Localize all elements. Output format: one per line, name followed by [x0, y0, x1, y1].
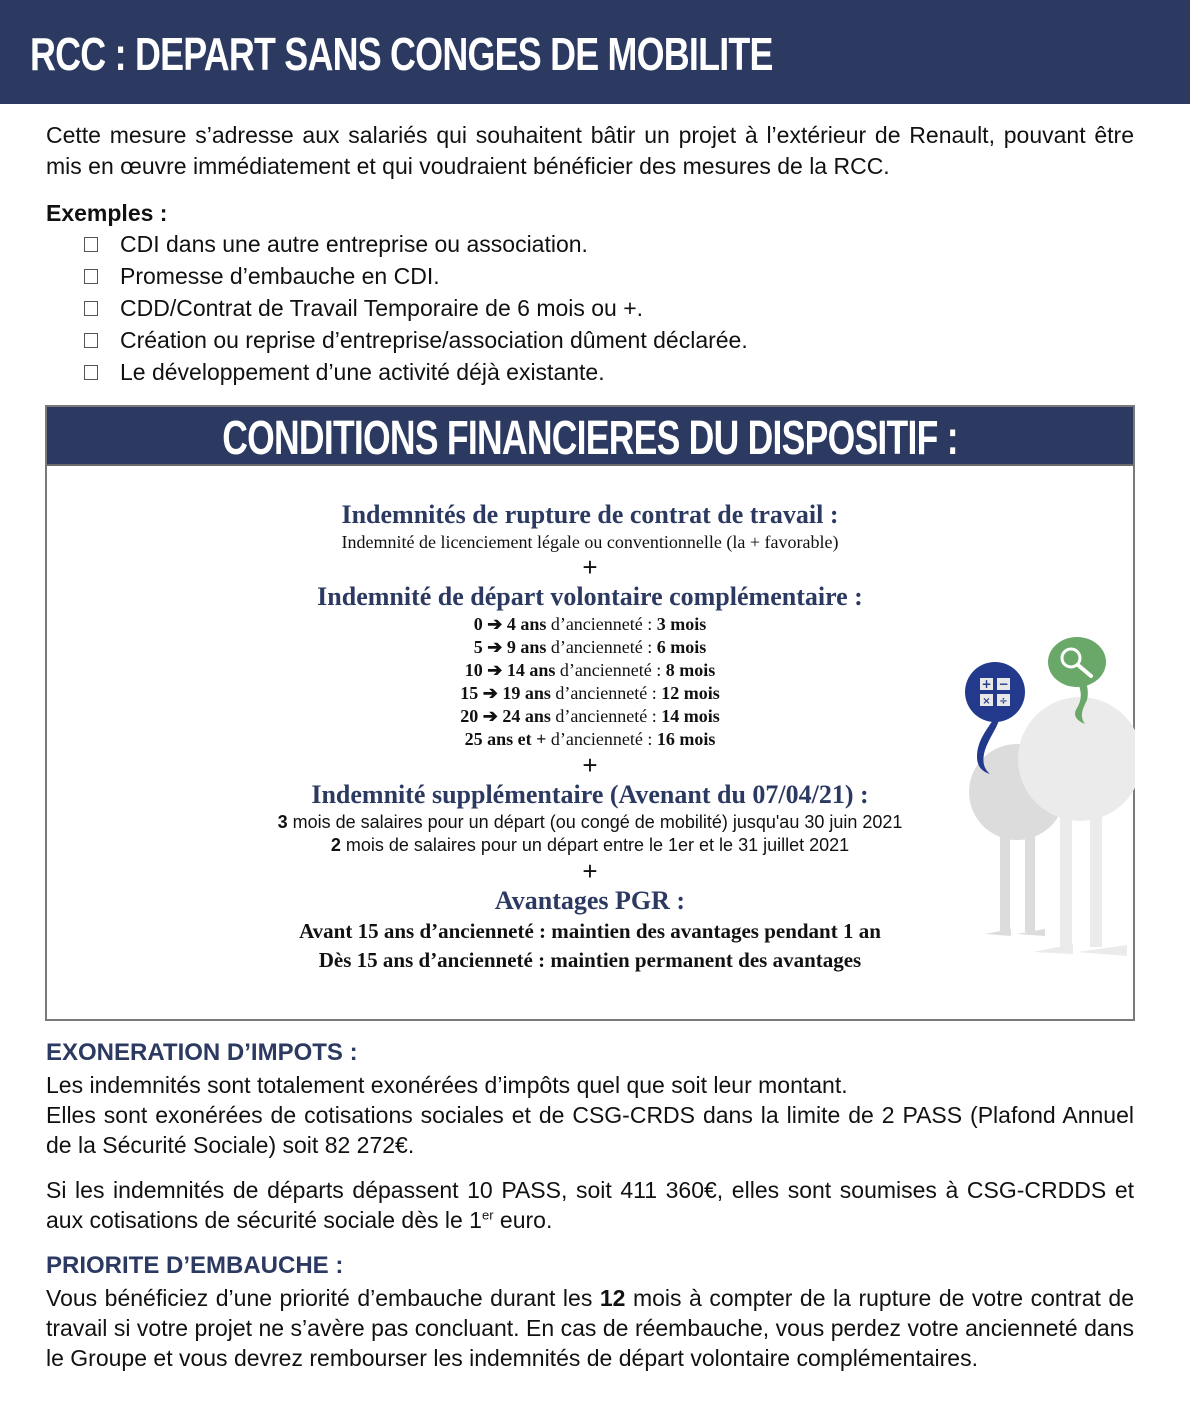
- tier-to: 14 ans: [506, 660, 556, 680]
- months-count: 3: [277, 812, 288, 832]
- list-item: [82, 261, 748, 293]
- tier-suffix: d’ancienneté :: [555, 683, 657, 703]
- exoneration-p1: Les indemnités sont totalement exonérées d’impôts quel que soit leur montant.: [46, 1072, 848, 1098]
- tier-months: 16 mois: [656, 729, 716, 749]
- exoneration-p3-end: euro.: [493, 1207, 553, 1233]
- priorite-paragraph: [46, 1283, 1134, 1373]
- tier-months: 6 mois: [656, 637, 707, 657]
- tier-months: 3 mois: [656, 614, 707, 634]
- plus-sign: +: [582, 856, 598, 886]
- plus-sign: +: [582, 750, 598, 780]
- pgr-line: Avant 15 ans d’ancienneté : maintien des avantages pendant 1 an: [299, 919, 881, 943]
- pgr-line: Dès 15 ans d’ancienneté : maintien permanent des avantages: [318, 948, 862, 972]
- checkbox-bullet-icon: [84, 333, 98, 348]
- priorite-text: Vous bénéficiez d’une priorité d’embauche durant les: [46, 1285, 600, 1311]
- tier-suffix: d’ancienneté :: [550, 637, 653, 657]
- rupture-title: Indemnités de rupture de contrat de travail :: [341, 500, 839, 529]
- tier-from: 5: [473, 637, 483, 657]
- list-item-text: CDD/Contrat de Travail Temporaire de 6 mois ou +.: [120, 294, 644, 321]
- page-title: RCC : DEPART SANS CONGES DE MOBILITE: [30, 28, 773, 80]
- magnifier-icon: [1048, 637, 1106, 687]
- tier-to: 9 ans: [506, 637, 547, 657]
- exoneration-p2: Elles sont exonérées de cotisations sociales et de CSG-CRDS dans la limite de 2 PASS (Plafond Annuel de la Sécurité Sociale) soit 82 272€.: [46, 1102, 1134, 1158]
- calculator-icon: [965, 662, 1025, 722]
- tier-from: 20: [460, 706, 479, 726]
- tier-suffix: d’ancienneté :: [550, 614, 653, 634]
- arrow-right-icon: ➔: [487, 660, 503, 680]
- tier-months: 14 mois: [661, 706, 720, 726]
- list-item-text: CDI dans une autre entreprise ou association.: [120, 231, 588, 258]
- tier-to: 4 ans: [506, 614, 547, 634]
- priorite-title: PRIORITE D’EMBAUCHE :: [46, 1252, 344, 1279]
- arrow-right-icon: ➔: [487, 614, 503, 634]
- list-item: [82, 293, 748, 325]
- tier-suffix: d’ancienneté :: [550, 729, 653, 749]
- list-item-text: Création ou reprise d’entreprise/association dûment déclarée.: [120, 326, 748, 353]
- ordinal-sup: er: [481, 1207, 494, 1223]
- arrow-right-icon: ➔: [482, 706, 498, 726]
- examples-label: Exemples :: [46, 200, 168, 226]
- supplementaire-text: mois de salaires pour un départ entre le 1er et le 31 juillet 2021: [340, 835, 850, 855]
- tier-months: 8 mois: [665, 660, 716, 680]
- exoneration-title: EXONERATION D’IMPOTS :: [46, 1039, 358, 1066]
- list-item: [82, 229, 748, 261]
- plus-sign: +: [582, 552, 598, 582]
- exoneration-p3-text: Si les indemnités de départs dépassent 10 PASS, soit 411 360€, elles sont soumises à CSG-CRDDS et aux cotisations de sécurité sociale dès le 1: [46, 1177, 1134, 1233]
- priorite-text-end: mois à compter de la rupture de votre contrat de travail si votre projet ne s’avère pas concluant. En cas de réembauche, vous perdez votre ancienneté dans le Groupe et vous devrez rembourser les indemnités de départ volontaire complémentaires.: [46, 1285, 1134, 1371]
- pgr-title: Avantages PGR :: [494, 886, 686, 915]
- figure-foot: [1033, 944, 1073, 954]
- arrow-right-icon: ➔: [487, 637, 503, 657]
- checkbox-bullet-icon: [84, 269, 98, 284]
- arrow-right-icon: ➔: [482, 683, 498, 703]
- financial-conditions-title: CONDITIONS FINANCIERES DU DISPOSITIF :: [222, 412, 958, 465]
- checkbox-bullet-icon: [84, 301, 98, 316]
- tier-months: 12 mois: [661, 683, 720, 703]
- tier-suffix: d’ancienneté :: [555, 706, 657, 726]
- examples-list: [82, 229, 748, 388]
- checkbox-bullet-icon: [84, 365, 98, 380]
- tier-from: 10: [464, 660, 483, 680]
- months-count: 12: [599, 1285, 626, 1311]
- list-item: [82, 324, 748, 356]
- figure-leg: [1090, 807, 1102, 947]
- plus-glyph: +: [981, 677, 992, 691]
- tier-to: 24 ans: [502, 706, 551, 726]
- list-item-text: Promesse d’embauche en CDI.: [120, 263, 440, 290]
- financial-conditions-header: [47, 407, 1133, 466]
- tier-from: 25 ans et +: [464, 729, 547, 749]
- top-banner: [0, 0, 1190, 104]
- figure-leg: [1060, 807, 1072, 947]
- tier-from: 0: [473, 614, 483, 634]
- volontaire-title: Indemnité de départ volontaire complémentaire :: [317, 582, 863, 611]
- financial-conditions-box: [45, 405, 1135, 1021]
- months-count: 2: [330, 835, 341, 855]
- minus-glyph: −: [998, 677, 1009, 691]
- list-item: [82, 356, 748, 388]
- tier-suffix: d’ancienneté :: [559, 660, 662, 680]
- tier-from: 15: [460, 683, 479, 703]
- figure-foot: [985, 929, 1011, 936]
- tier-to: 19 ans: [502, 683, 551, 703]
- list-item-text: Le développement d’une activité déjà existante.: [120, 358, 605, 385]
- supplementaire-title: Indemnité supplémentaire (Avenant du 07/04/21) :: [311, 780, 869, 809]
- people-illustration: [955, 632, 1135, 972]
- times-glyph: ×: [982, 696, 991, 707]
- rupture-text: Indemnité de licenciement légale ou conventionnelle (la + favorable): [341, 532, 839, 552]
- divide-glyph: ÷: [999, 696, 1008, 707]
- exoneration-p3: [46, 1175, 1134, 1235]
- intro-paragraph: Cette mesure s’adresse aux salariés qui souhaitent bâtir un projet à l’extérieur de Renault, pouvant être mis en œuvre immédiatement et qui voudraient bénéficier des mesures de la RCC.: [46, 122, 1134, 179]
- supplementaire-text: mois de salaires pour un départ (ou congé de mobilité) jusqu'au 30 juin 2021: [287, 812, 903, 832]
- checkbox-bullet-icon: [84, 237, 98, 252]
